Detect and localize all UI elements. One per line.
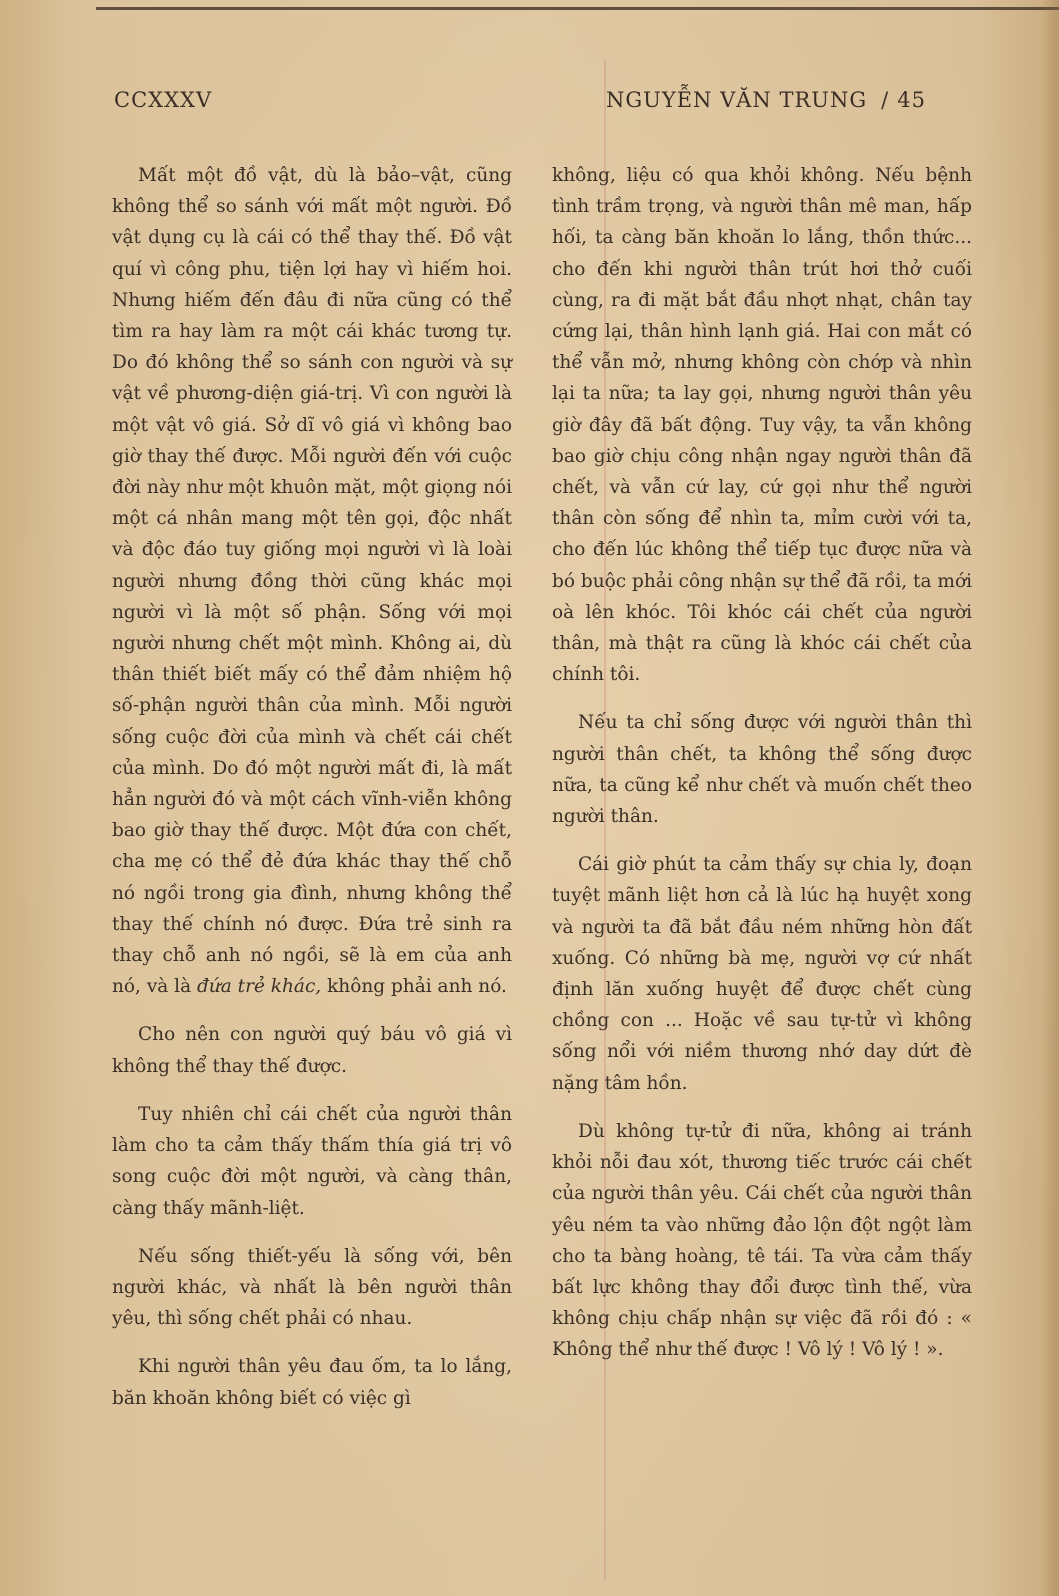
paragraph: Nếu sống thiết-yếu là sống với, bên người khác, và nhất là bên người thân yêu, thì sống chết phải có nhau. <box>112 1245 512 1330</box>
paragraph: Tuy nhiên chỉ cái chết của người thân làm cho ta cảm thấy thấm thía giá trị vô song cuộc đời một người, và càng thân, càng thấy mãnh-liệt. <box>112 1103 512 1219</box>
top-rule <box>96 7 1059 10</box>
paragraph-text: Mất một đồ vật, dù là bảo–vật, cũng không thể so sánh với mất một người. Đồ vật dụng cụ là cái có thể thay thế. Đồ vật quí vì công phu, tiện lợi hay vì hiếm hoi. Nhưng hiếm đến đâu đi nữa cũng có thể tìm ra hay làm ra một cái khác tương tự. Do đó không thể so sánh con người và sự vật về phương-diện giá-trị. Vì con người là một vật vô giá. Sở dĩ vô giá vì không bao giờ thay thế được. Mỗi người đến với cuộc đời này như một khuôn mặt, một giọng nói một cá nhân mang một tên gọi, độc nhất và độc đáo tuy giống mọi người vì là loài người nhưng đồng thời cũng khác mọi người vì là một số phận. Sống với mọi người nhưng chết một mình. Không ai, dù thân thiết biết mấy có thể đảm nhiệm hộ số-phận người thân của mình. Mỗi người sống cuộc đời của mình và chết cái chết của mình. Do đó một người mất đi, là mất hẳn người đó và một cách vĩnh-viễn không bao giờ thay thế được. Một đứa con chết, cha mẹ có thể đẻ đứa khác thay thế chỗ nó ngồi trong gia đình, nhưng không thể thay thế chính nó được. Đứa trẻ sinh ra thay chỗ anh nó ngồi, sẽ là em của anh nó, và là <box>112 165 512 998</box>
italic-phrase: đứa trẻ khác, <box>197 976 322 998</box>
running-header-left: CCXXXV <box>114 88 213 112</box>
header-separator: / <box>881 88 890 112</box>
left-column <box>112 160 512 1431</box>
paragraph-text: không phải anh nó. <box>321 976 507 998</box>
paragraph: Nếu ta chỉ sống được với người thân thì người thân chết, ta không thể sống được nữa, ta cũng kể như chết và muốn chết theo người thân. <box>552 712 972 828</box>
paragraph: Dù không tự-tử đi nữa, không ai tránh khỏi nỗi đau xót, thương tiếc trước cái chết của người thân yêu. Cái chết của người thân yêu ném ta vào những đảo lộn đột ngột làm cho ta bàng hoàng, tê tái. Ta vừa cảm thấy bất lực không thay đổi được tình thế, vừa không chịu chấp nhận sự việc đã rồi đó : « Không thể như thế được ! Vô lý ! Vô lý ! ». <box>552 1120 972 1361</box>
running-header-right <box>606 88 926 112</box>
paragraph: Cái giờ phút ta cảm thấy sự chia ly, đoạn tuyệt mãnh liệt hơn cả là lúc hạ huyệt xong và người ta đã bắt đầu ném những hòn đất xuống. Có những bà mẹ, người vợ cứ nhất định lăn xuống huyệt để được chết cùng chồng con ... Hoặc về sau tự-tử vì không sống nổi với niềm thương nhớ day dứt đè nặng tâm hồn. <box>552 854 972 1094</box>
page-number: 45 <box>897 88 926 112</box>
paragraph: không, liệu có qua khỏi không. Nếu bệnh tình trầm trọng, và người thân mê man, hấp hối, ta càng băn khoăn lo lắng, thồn thức... cho đến khi người thân trút hơi thở cuối cùng, ra đi mặt bắt đầu nhợt nhạt, chân tay cứng lại, thân hình lạnh giá. Hai con mắt có thể vẫn mở, nhưng không còn chớp và nhìn lại ta nữa; ta lay gọi, nhưng người thân yêu giờ đây đã bất động. Tuy vậy, ta vẫn không bao giờ chịu công nhận ngay người thân đã chết, và vẫn cứ lay, cứ gọi như thể người thân còn sống để nhìn ta, mỉm cười với ta, cho đến lúc không thể tiếp tục được nữa và bó buộc phải công nhận sự thể đã rồi, ta mới oà lên khóc. Tôi khóc cái chết của người thân, mà thật ra cũng là khóc cái chết của chính tôi. <box>552 165 972 686</box>
right-column <box>552 160 972 1383</box>
page-edge-shadow <box>1041 0 1059 1596</box>
header-author: NGUYỄN VĂN TRUNG <box>606 88 868 112</box>
paragraph: Cho nên con người quý báu vô giá vì không thể thay thế được. <box>112 1024 512 1077</box>
paragraph <box>112 160 512 1002</box>
paragraph: Khi người thân yêu đau ốm, ta lo lắng, băn khoăn không biết có việc gì <box>112 1356 512 1409</box>
